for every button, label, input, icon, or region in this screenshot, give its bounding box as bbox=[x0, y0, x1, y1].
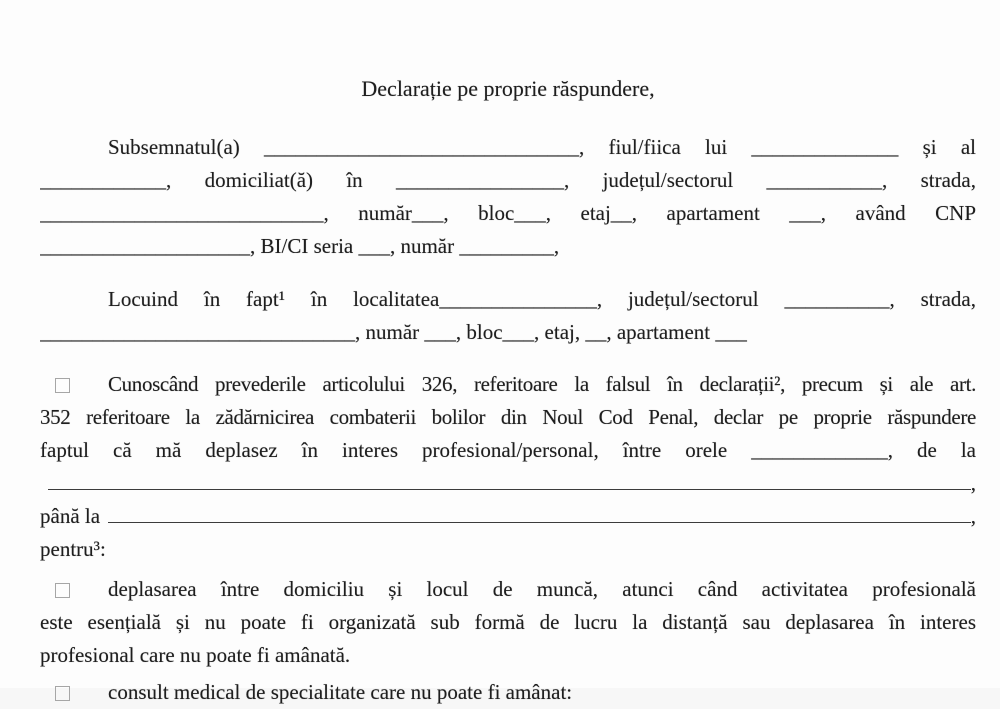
text-line bbox=[40, 434, 976, 467]
text-line bbox=[40, 131, 976, 164]
line-text: Subsemnatul(a) ______________________________, fiul/fiica lui ______________ și al bbox=[108, 135, 976, 159]
line-text: profesional care nu poate fi amânată. bbox=[40, 643, 351, 667]
text-line bbox=[40, 533, 976, 566]
text-line bbox=[40, 164, 976, 197]
checkbox-icon bbox=[55, 686, 70, 701]
line-text: consult medical de specialitate care nu poate fi amânat: bbox=[108, 680, 573, 704]
text-line bbox=[40, 401, 976, 434]
checkbox-icon bbox=[55, 378, 70, 393]
paragraph-declaration bbox=[40, 368, 976, 566]
text-line bbox=[40, 230, 976, 263]
text-line bbox=[40, 316, 976, 349]
paragraph-residence bbox=[40, 283, 976, 349]
document-body bbox=[40, 131, 976, 709]
line-text: ___________________________, număr___, bloc___, etaj__, apartament ___, având CNP bbox=[40, 201, 976, 225]
text-line bbox=[40, 573, 976, 606]
document-title: Declarație pe proprie răspundere, bbox=[361, 76, 655, 101]
text-line bbox=[40, 676, 976, 709]
line-text: Locuind în fapt¹ în localitatea_______________, județul/sectorul __________, strada, bbox=[108, 287, 976, 311]
paragraph-option-medical bbox=[40, 676, 976, 709]
blank-fill-line bbox=[40, 467, 976, 500]
text-line bbox=[40, 606, 976, 639]
line-text: este esențială și nu poate fi organizată sub formă de lucru la distanță sau deplasarea în interes bbox=[40, 610, 976, 634]
paragraph-intro bbox=[40, 131, 976, 263]
paragraph-option-work bbox=[40, 573, 976, 672]
line-text: 352 referitoare la zădărnicirea combaterii bolilor din Noul Cod Penal, declar pe proprie răspundere bbox=[40, 405, 976, 429]
line-text: ____________________, BI/CI seria ___, număr _________, bbox=[40, 234, 560, 258]
line-text: ______________________________, număr ___, bloc___, etaj, __, apartament ___ bbox=[40, 320, 747, 344]
blank-underline bbox=[108, 522, 971, 523]
text-line bbox=[40, 283, 976, 316]
text-line bbox=[40, 197, 976, 230]
blank-suffix: , bbox=[970, 504, 976, 528]
line-text: pentru³: bbox=[40, 537, 106, 561]
text-line bbox=[40, 368, 976, 401]
text-line bbox=[40, 639, 976, 672]
line-text: ____________, domiciliat(ă) în ________________, județul/sectorul ___________, strada, bbox=[40, 168, 976, 192]
line-text: faptul că mă deplasez în interes profesional/personal, între orele _____________, de la bbox=[40, 438, 976, 462]
line-text: deplasarea între domiciliu și locul de muncă, atunci când activitatea profesională bbox=[108, 577, 976, 601]
blank-prefix: până la bbox=[40, 504, 101, 528]
blank-underline bbox=[48, 489, 971, 490]
blank-suffix: , bbox=[970, 471, 976, 495]
line-text: Cunoscând prevederile articolului 326, referitoare la falsul în declarații², precum și ale art. bbox=[108, 372, 976, 396]
checkbox-icon bbox=[55, 583, 70, 598]
blank-fill-line bbox=[40, 500, 976, 533]
